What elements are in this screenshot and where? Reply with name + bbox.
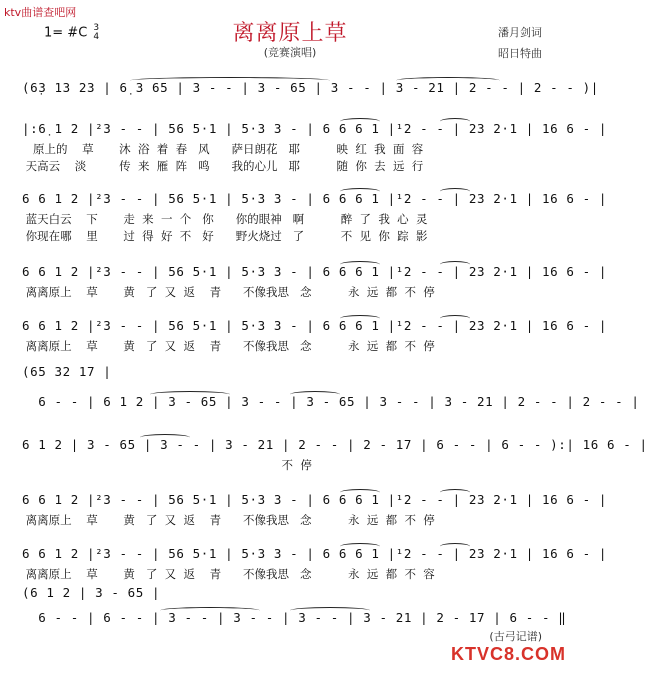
notation-row: 6 1 2 | 3 - 65 | 3 - - | 3 - 21 | 2 - - | 2 - 17 | 6 - - | 6 - - ):| 16 6 - | [22,437,648,452]
slur-arc [440,543,470,550]
transcriber-credit: (古弓记谱) [489,630,542,643]
slur-arc [290,607,370,614]
lyric-line: 天高云 淡 传 来 雁 阵 鸣 我的心儿 耶 随 你 去 远 行 [22,159,424,173]
slur-arc [340,315,380,322]
composer-credit: 昭日特曲 [498,47,542,60]
credits [498,22,542,64]
slur-arc [340,118,380,125]
slur-arc [130,77,330,84]
lyric-line: 不 停 [22,458,312,472]
slur-arc [440,315,470,322]
slur-arc [160,607,260,614]
song-subtitle: (竞赛演唱) [263,46,317,59]
notation-row: (65 32 17 | [22,364,112,379]
song-title: 离离原上草 [232,21,348,46]
slur-arc [396,77,500,84]
site-watermark: ktv曲谱查吧网 [4,6,77,19]
slur-arc [340,188,380,195]
slur-arc [140,434,190,441]
lyric-line: 蓝天白云 下 走 来 一 个 你 你的眼神 啊 醉 了 我 心 灵 [22,212,428,226]
notation-row: |:6̣ 1 2 |²3 - - | 56 5·1 | 5·3 3 - | 6 6 6 1 |¹2 - - | 23 2·1 | 16 6 - | [22,121,608,136]
time-signature [93,24,99,42]
slur-arc [290,391,340,398]
lyric-line: 你现在哪 里 过 得 好 不 好 野火烧过 了 不 见 你 踪 影 [22,229,428,243]
notation-row: 6 - - | 6 - - | 3 - - | 3 - - | 3 - - | 3 - 21 | 2 - 17 | 6 - - ‖ [22,610,567,625]
lyricist-credit: 潘月剑词 [498,26,542,39]
slur-arc [340,489,380,496]
key-signature [44,24,99,42]
lyric-line: 离离原上 草 黄 了 又 返 青 不像我思 念 永 远 都 不 停 [22,513,435,527]
key-main: 1= #C [44,25,88,41]
notation-row: 6 6 1 2 |²3 - - | 56 5·1 | 5·3 3 - | 6 6 6 1 |¹2 - - | 23 2·1 | 16 6 - | [22,191,608,206]
notation-row: (6̣3 13 23 | 6̣ 3 65 | 3 - - | 3 - 65 | 3 - - | 3 - 21 | 2 - - | 2 - - )| [22,80,599,95]
time-top: 3 [93,23,100,33]
notation-row: (6 1 2 | 3 - 65 | [22,585,161,600]
slur-arc [340,543,380,550]
lyric-line: 离离原上 草 黄 了 又 返 青 不像我思 念 永 远 都 不 停 [22,285,435,299]
notation-row: 6 6 1 2 |²3 - - | 56 5·1 | 5·3 3 - | 6 6 6 1 |¹2 - - | 23 2·1 | 16 6 - | [22,546,608,561]
lyric-line: 原上的 草 沐 浴 着 春 风 萨日朗花 耶 映 红 我 面 容 [22,142,424,156]
slur-arc [340,261,380,268]
notation-row: 6 6 1 2 |²3 - - | 56 5·1 | 5·3 3 - | 6 6 6 1 |¹2 - - | 23 2·1 | 16 6 - | [22,318,608,333]
slur-arc [440,118,470,125]
slur-arc [440,188,470,195]
slur-arc [440,261,470,268]
notation-row: 6 6 1 2 |²3 - - | 56 5·1 | 5·3 3 - | 6 6 6 1 |¹2 - - | 23 2·1 | 16 6 - | [22,492,608,507]
notation-row: 6 - - | 6 1 2 | 3 - 65 | 3 - - | 3 - 65 | 3 - - | 3 - 21 | 2 - - | 2 - - | [22,394,640,409]
notation-row: 6 6 1 2 |²3 - - | 56 5·1 | 5·3 3 - | 6 6 6 1 |¹2 - - | 23 2·1 | 16 6 - | [22,264,608,279]
lyric-line: 离离原上 草 黄 了 又 返 青 不像我思 念 永 远 都 不 容 [22,567,435,581]
lyric-line: 离离原上 草 黄 了 又 返 青 不像我思 念 永 远 都 不 停 [22,339,435,353]
time-bottom: 4 [93,32,100,42]
slur-arc [150,391,230,398]
site-logo: KTVC8.COM [450,644,566,664]
slur-arc [440,489,470,496]
